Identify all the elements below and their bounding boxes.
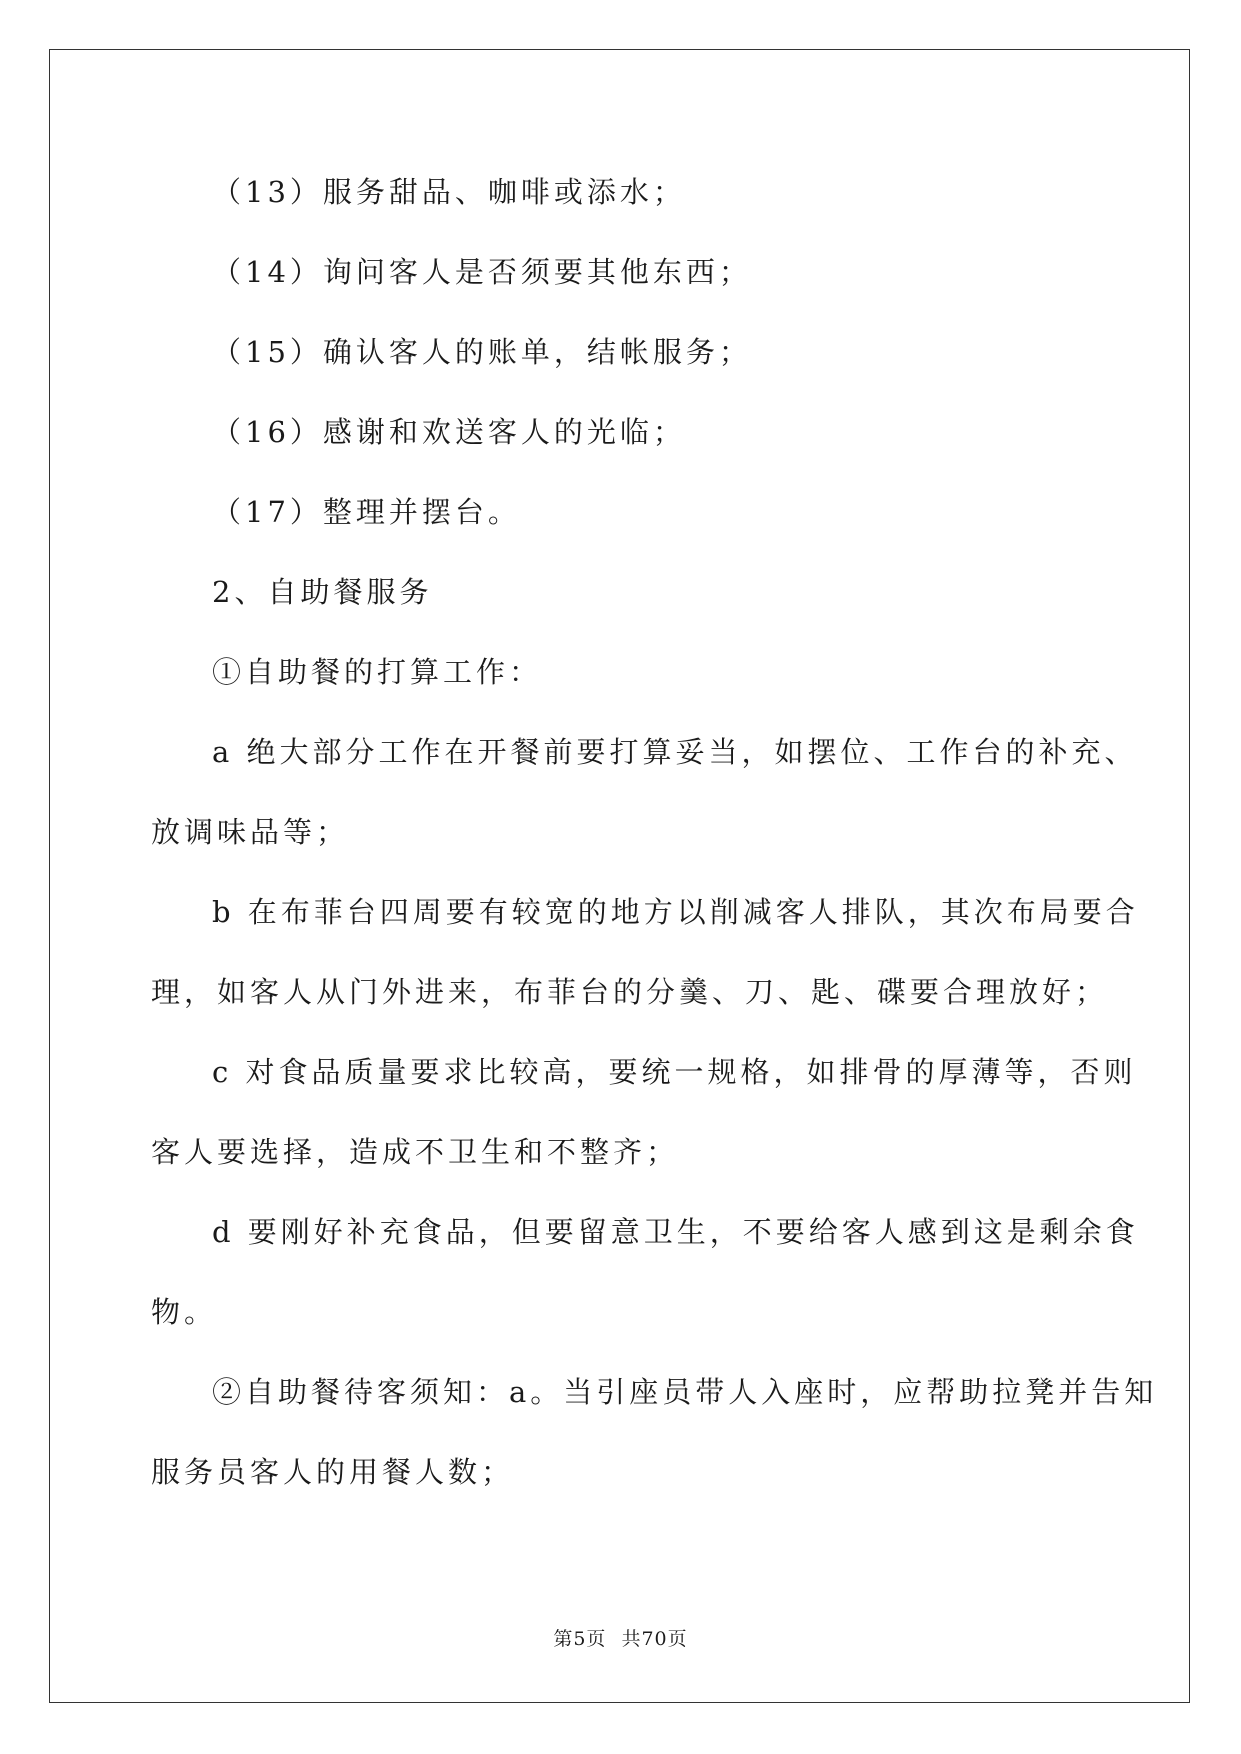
- paragraph-d-line-1: d 要刚好补充食品，但要留意卫生，不要给客人感到这是剩余食: [212, 1215, 1139, 1249]
- paragraph-a-line-2: 放调味品等；: [151, 815, 350, 849]
- section-heading: 2、自助餐服务: [212, 575, 433, 609]
- paragraph-d-line-2: 物。: [151, 1295, 218, 1329]
- item-14: （14）询问客人是否须要其他东西；: [212, 255, 752, 289]
- item-15: （15）确认客人的账单，结帐服务；: [212, 335, 752, 369]
- subsection-heading-1: ①自助餐的打算工作：: [212, 655, 543, 689]
- current-page-number: 第5页: [553, 1628, 607, 1650]
- paragraph-a-line-1: a 绝大部分工作在开餐前要打算妥当，如摆位、工作台的补充、: [212, 735, 1138, 769]
- item-17: （17）整理并摆台。: [212, 495, 521, 529]
- paragraph-b-line-1: b 在布菲台四周要有较宽的地方以削减客人排队，其次布局要合: [212, 895, 1139, 929]
- subsection-heading-2: ②自助餐待客须知：a。当引座员带人入座时，应帮助拉凳并告知: [212, 1375, 1158, 1409]
- page-footer: [0, 1624, 1241, 1651]
- paragraph-c-line-1: c 对食品质量要求比较高，要统一规格，如排骨的厚薄等，否则: [212, 1055, 1137, 1089]
- item-13: （13）服务甜品、咖啡或添水；: [212, 175, 686, 209]
- total-pages: 共70页: [621, 1628, 688, 1650]
- item-16: （16）感谢和欢送客人的光临；: [212, 415, 686, 449]
- paragraph-2-line-2: 服务员客人的用餐人数；: [151, 1455, 515, 1489]
- paragraph-c-line-2: 客人要选择，造成不卫生和不整齐；: [151, 1135, 680, 1169]
- paragraph-b-line-2: 理，如客人从门外进来，布菲台的分羹、刀、匙、碟要合理放好；: [151, 975, 1109, 1009]
